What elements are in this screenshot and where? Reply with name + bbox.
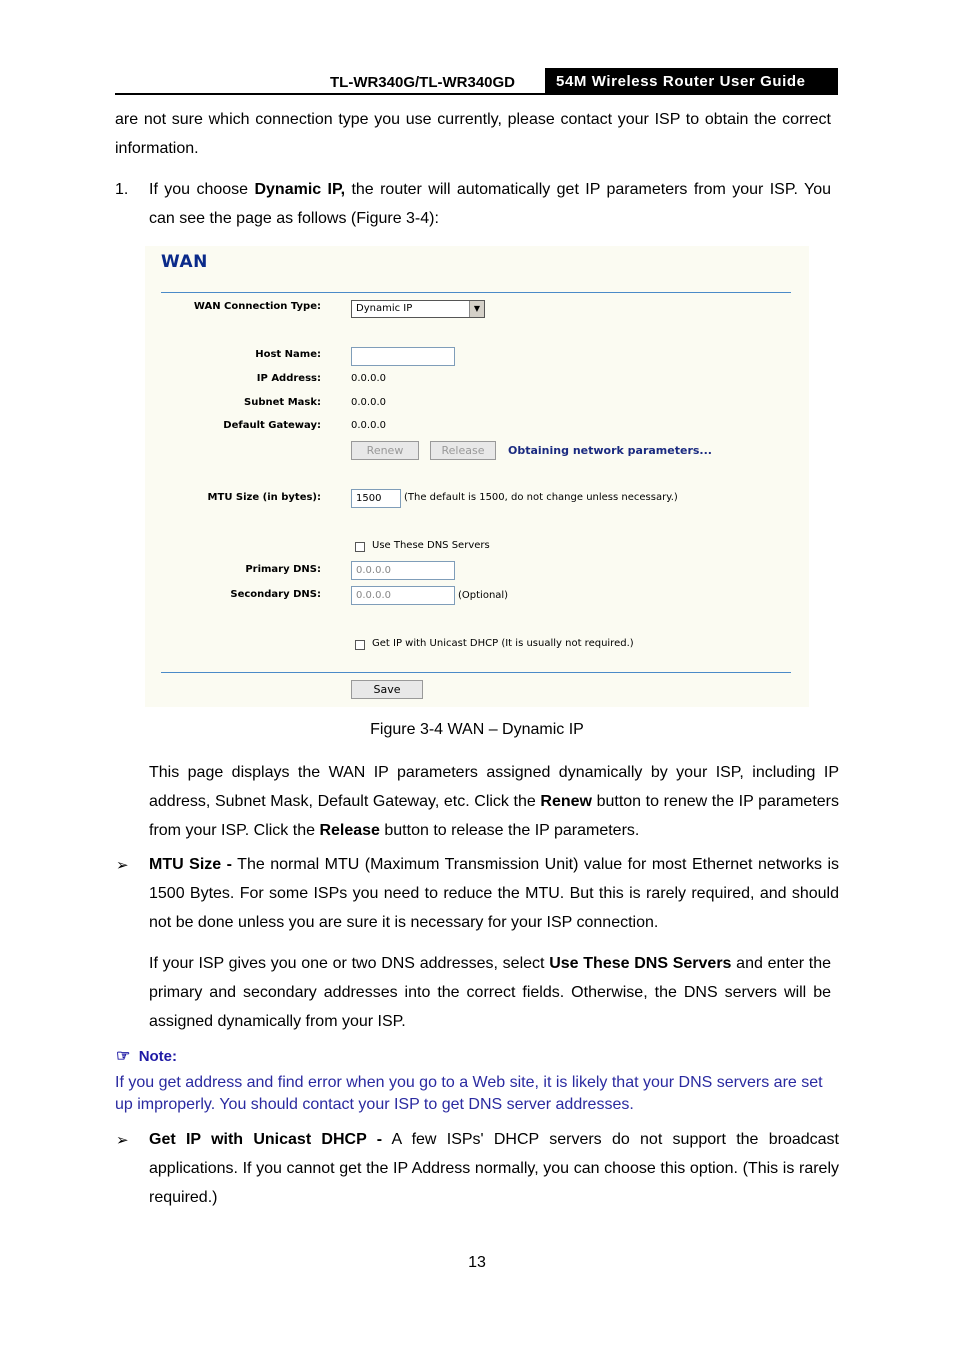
note-text: If you get address and find error when you go to a Web site, it is likely that your DNS servers are set up improperly. You should contact your ISP to get DNS server addresses. <box>115 1074 823 1113</box>
default-gateway-value: 0.0.0.0 <box>351 420 386 431</box>
header-divider <box>115 93 838 95</box>
mtu-hint: (The default is 1500, do not change unless necessary.) <box>404 492 678 503</box>
unicast-dhcp-label: Get IP with Unicast DHCP (It is usually not required.) <box>372 638 634 649</box>
mtu-description: MTU Size - The normal MTU (Maximum Transmission Unit) value for most Ethernet networks is 1500 Bytes. For some ISPs you need to reduce the MTU. But this is rarely required, and should not be done unless you are sure it is necessary for your ISP connection. <box>149 856 840 931</box>
top-rule <box>161 292 791 293</box>
arrow-bullet-icon: ➢ <box>116 857 129 874</box>
description-paragraph: This page displays the WAN IP parameters assigned dynamically by your ISP, including IP address, Subnet Mask, Default Gateway, etc. Click the Renew button to renew the IP parameters from your ISP. Click the Release button to release the IP parameters. <box>149 764 839 839</box>
mtu-label: MTU Size (in bytes): <box>207 492 321 503</box>
primary-dns-input[interactable]: 0.0.0.0 <box>351 561 455 580</box>
wan-settings-screenshot <box>145 246 809 707</box>
release-button[interactable]: Release <box>430 441 496 460</box>
host-name-input[interactable] <box>351 347 455 366</box>
unicast-dhcp-checkbox[interactable] <box>355 640 365 650</box>
ip-address-value: 0.0.0.0 <box>351 373 386 384</box>
ip-address-label: IP Address: <box>256 373 321 384</box>
renew-button[interactable]: Renew <box>351 441 419 460</box>
conn-type-label: WAN Connection Type: <box>193 301 321 312</box>
status-text: Obtaining network parameters... <box>508 444 712 457</box>
subnet-mask-value: 0.0.0.0 <box>351 397 386 408</box>
dns-paragraph: If your ISP gives you one or two DNS addresses, select Use These DNS Servers and enter the primary and secondary addresses into the correct fields. Otherwise, the DNS servers will be assigned dynamically from your ISP. <box>149 955 832 1030</box>
subnet-mask-label: Subnet Mask: <box>244 397 321 408</box>
secondary-dns-label: Secondary DNS: <box>230 589 321 600</box>
conn-type-select[interactable]: Dynamic IP ▼ <box>351 300 485 318</box>
host-name-label: Host Name: <box>255 349 321 360</box>
use-dns-checkbox[interactable] <box>355 542 365 552</box>
mtu-input[interactable]: 1500 <box>351 489 401 508</box>
pointing-hand-icon: ☞ <box>116 1048 131 1065</box>
bottom-rule <box>161 672 791 673</box>
default-gateway-label: Default Gateway: <box>223 420 321 431</box>
secondary-dns-input[interactable]: 0.0.0.0 <box>351 586 455 605</box>
header-model: TL-WR340G/TL-WR340GD <box>330 74 516 91</box>
chevron-down-icon: ▼ <box>469 301 484 317</box>
save-button[interactable]: Save <box>351 680 423 699</box>
wan-title: WAN <box>161 252 208 272</box>
figure-caption: Figure 3-4 WAN – Dynamic IP <box>370 721 584 738</box>
page-number: 13 <box>468 1254 486 1271</box>
header-guide-title: 54M Wireless Router User Guide <box>545 68 838 94</box>
note-heading: ☞ Note: <box>116 1048 178 1065</box>
use-dns-label: Use These DNS Servers <box>372 540 490 551</box>
unicast-description: Get IP with Unicast DHCP - A few ISPs' DHCP servers do not support the broadcast applications. If you cannot get the IP Address normally, you can choose this option. (This is rarely required.) <box>149 1131 840 1206</box>
item1-text: If you choose Dynamic IP, the router will automatically get IP parameters from your ISP. You can see the page as follows (Figure 3-4): <box>149 181 832 227</box>
arrow-bullet-icon: ➢ <box>116 1132 129 1149</box>
item1-number: 1. <box>115 181 129 198</box>
primary-dns-label: Primary DNS: <box>245 564 321 575</box>
optional-hint: (Optional) <box>458 590 509 601</box>
intro-paragraph: are not sure which connection type you use currently, please contact your ISP to obtain the correct information. <box>115 111 831 157</box>
